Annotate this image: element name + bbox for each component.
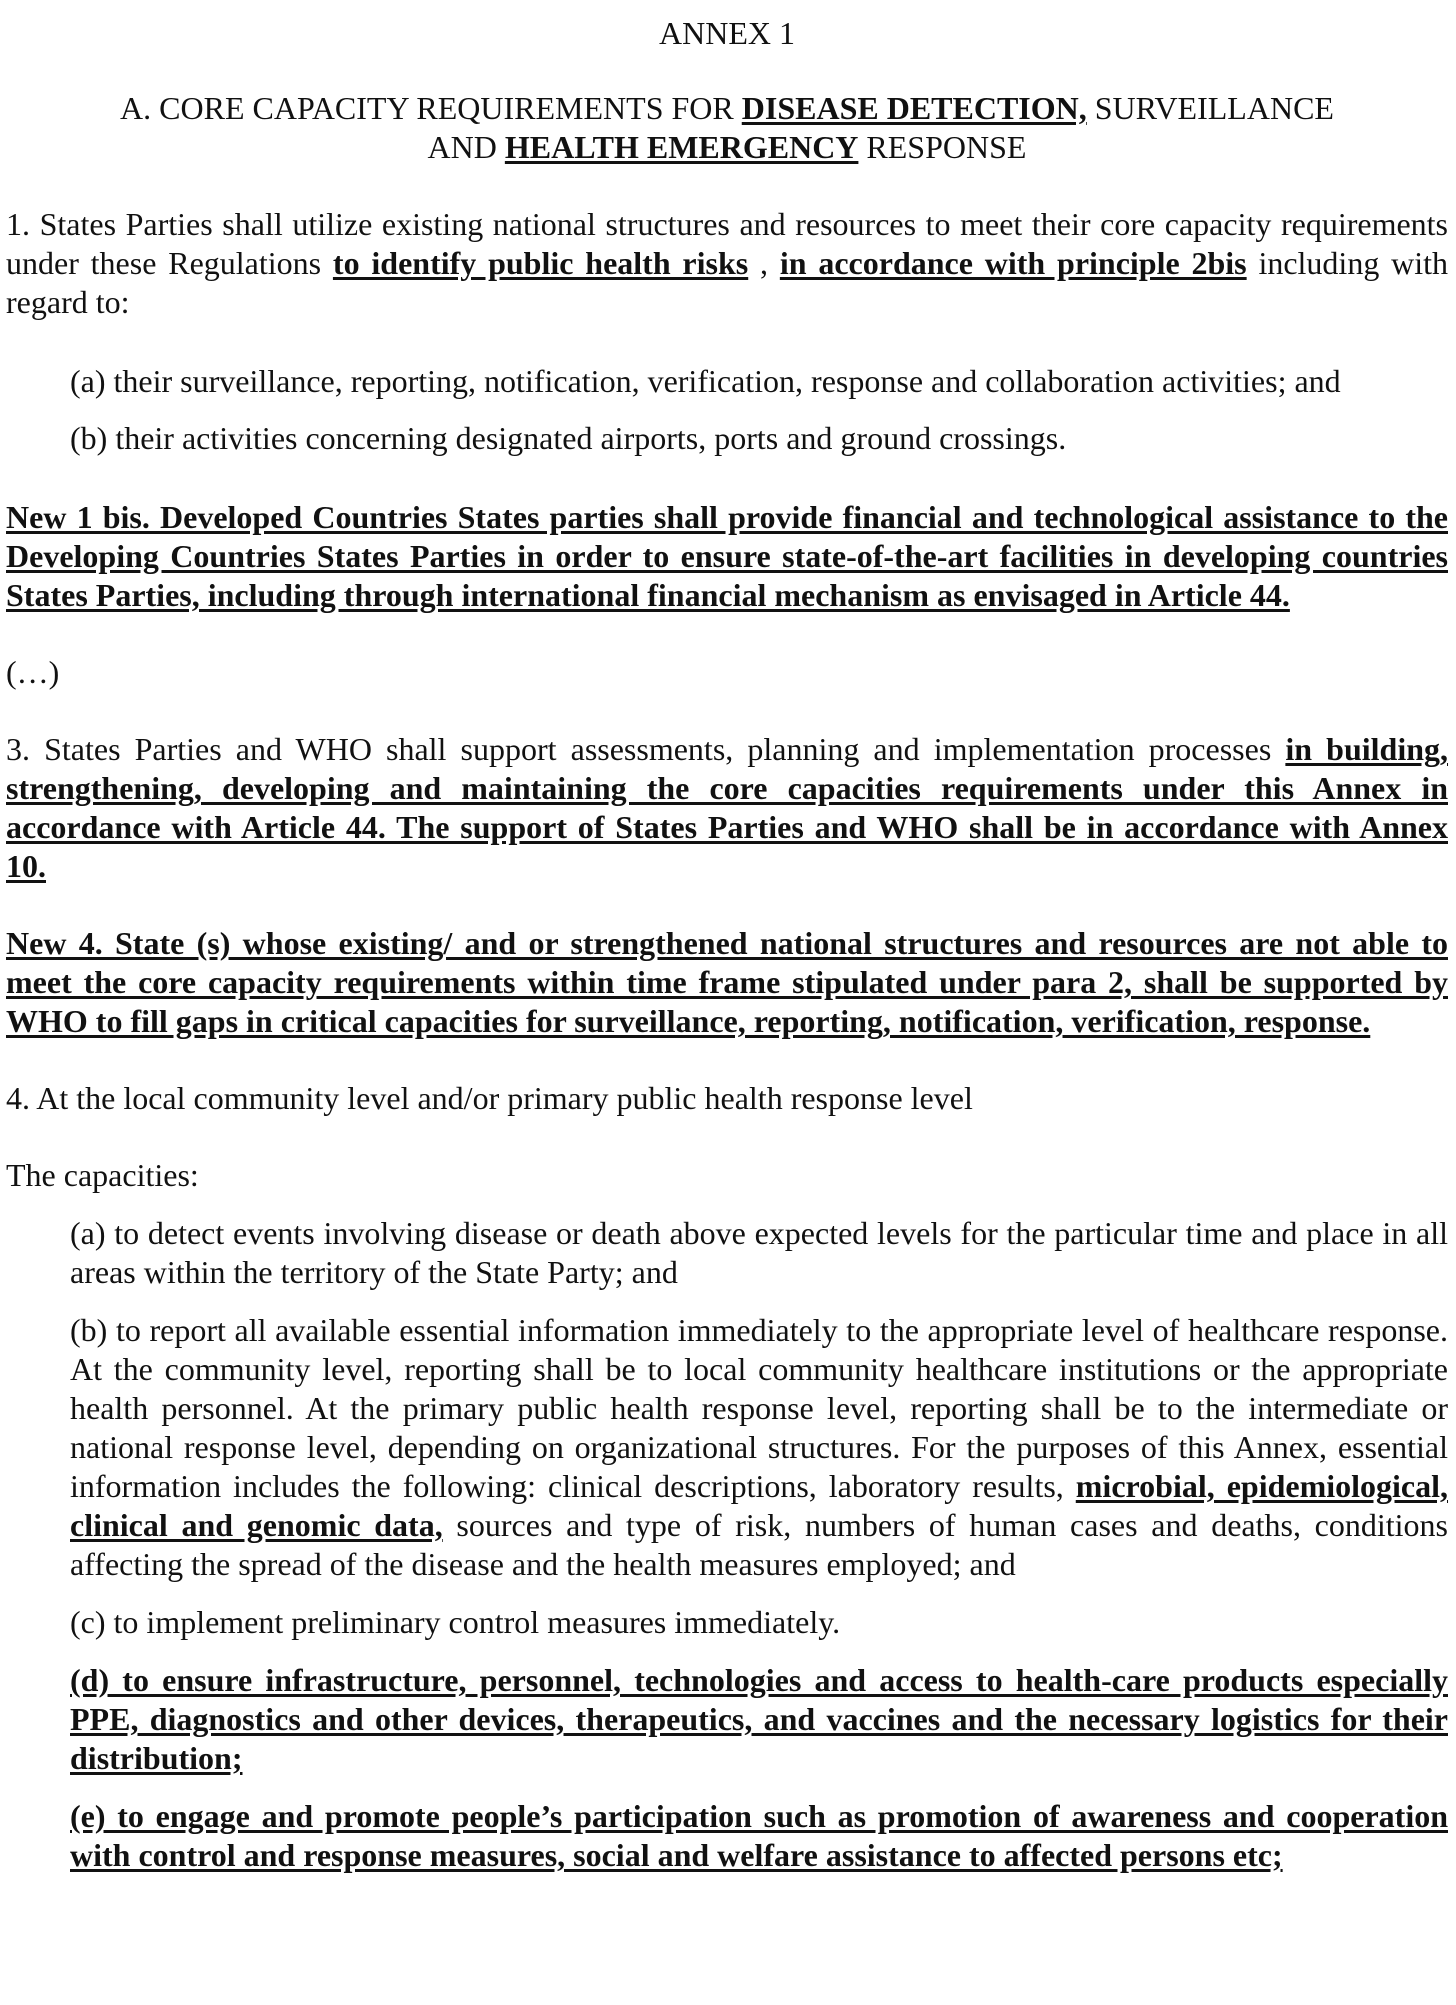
paragraph-1-bold-principle-2bis: in accordance with principle 2bis	[779, 245, 1247, 281]
paragraph-3	[6, 730, 1448, 886]
paragraph-1-text-c: including with regard to:	[6, 245, 1449, 320]
paragraph-1-text-a: 1. States Parties shall utilize existing national structures and resources to meet their core capacity requirements under these Regulations	[6, 206, 1448, 281]
paragraph-3-text: 3. States Parties and WHO shall support assessments, planning and implementation processes	[6, 731, 1286, 767]
section-title	[6, 89, 1448, 167]
capacity-item-a: (a) to detect events involving disease or death above expected levels for the particular time and place in all areas within the territory of the State Party; and	[70, 1215, 1448, 1290]
paragraph-1-text-b: ,	[748, 245, 780, 281]
new-1-bis-paragraph: New 1 bis. Developed Countries States parties shall provide financial and technological assistance to the Developing Countries States Parties in order to ensure state-of-the-art facilities in developing countries States Parties, including through international financial mechanism as envisaged in Article 44.	[6, 499, 1448, 613]
section-title-bold-health-emergency: HEALTH EMERGENCY	[504, 129, 859, 165]
capacity-item-b-text-2: sources and type of risk, numbers of human cases and deaths, conditions affecting the spread of the disease and the health measures employed; and	[70, 1507, 1449, 1582]
annex-title: ANNEX 1	[659, 15, 795, 51]
ellipsis: (…)	[6, 654, 60, 690]
capacity-item-b	[70, 1311, 1448, 1584]
new-4-paragraph: New 4. State (s) whose existing/ and or strengthened national structures and resources are not able to meet the core capacity requirements within time frame stipulated under para 2, shall be supported by WHO to fill gaps in critical capacities for surveillance, reporting, notification, verification, response.	[6, 925, 1448, 1039]
paragraph-3-bold: in building, strengthening, developing and maintaining the core capacities requirements under this Annex in accordance with Article 44. The support of States Parties and WHO shall be in accordance with Annex 10.	[6, 731, 1449, 884]
capacities-label: The capacities:	[6, 1157, 199, 1193]
document-body	[6, 14, 1448, 1875]
capacity-item-b-text-1: (b) to report all available essential information immediately to the appropriate level of healthcare response. At the community level, reporting shall be to local community healthcare institutions or the appropriate health personnel. At the primary public health response level, reporting shall be to the intermediate or national response level, depending on organizational structures. For the purposes of this Annex, essential information includes the following: clinical descriptions, laboratory results,	[70, 1312, 1448, 1504]
section-title-line2-prefix: AND	[427, 129, 505, 165]
capacity-item-b-bold-genomic-data: microbial, epidemiological, clinical and genomic data,	[70, 1468, 1449, 1543]
section-title-bold-disease-detection: DISEASE DETECTION,	[741, 90, 1087, 126]
section-title-line2-suffix: RESPONSE	[858, 129, 1027, 165]
capacity-item-c: (c) to implement preliminary control measures immediately.	[70, 1604, 841, 1640]
capacity-item-d: (d) to ensure infrastructure, personnel, technologies and access to health-care products especially PPE, diagnostics and other devices, therapeutics, and vaccines and the necessary logistics for their distribution;	[70, 1662, 1448, 1776]
paragraph-1-bold-identify-risks: to identify public health risks	[332, 245, 749, 281]
section-title-prefix: A. CORE CAPACITY REQUIREMENTS FOR	[120, 90, 742, 126]
paragraph-1	[6, 205, 1448, 322]
section-title-surveillance: SURVEILLANCE	[1086, 90, 1334, 126]
paragraph-4: 4. At the local community level and/or primary public health response level	[6, 1080, 973, 1116]
capacity-item-e: (e) to engage and promote people’s participation such as promotion of awareness and cooperation with control and response measures, social and welfare assistance to affected persons etc;	[70, 1798, 1448, 1873]
paragraph-1-item-b: (b) their activities concerning designated airports, ports and ground crossings.	[70, 420, 1067, 456]
paragraph-1-item-a: (a) their surveillance, reporting, notification, verification, response and collaboration activities; and	[70, 363, 1341, 399]
